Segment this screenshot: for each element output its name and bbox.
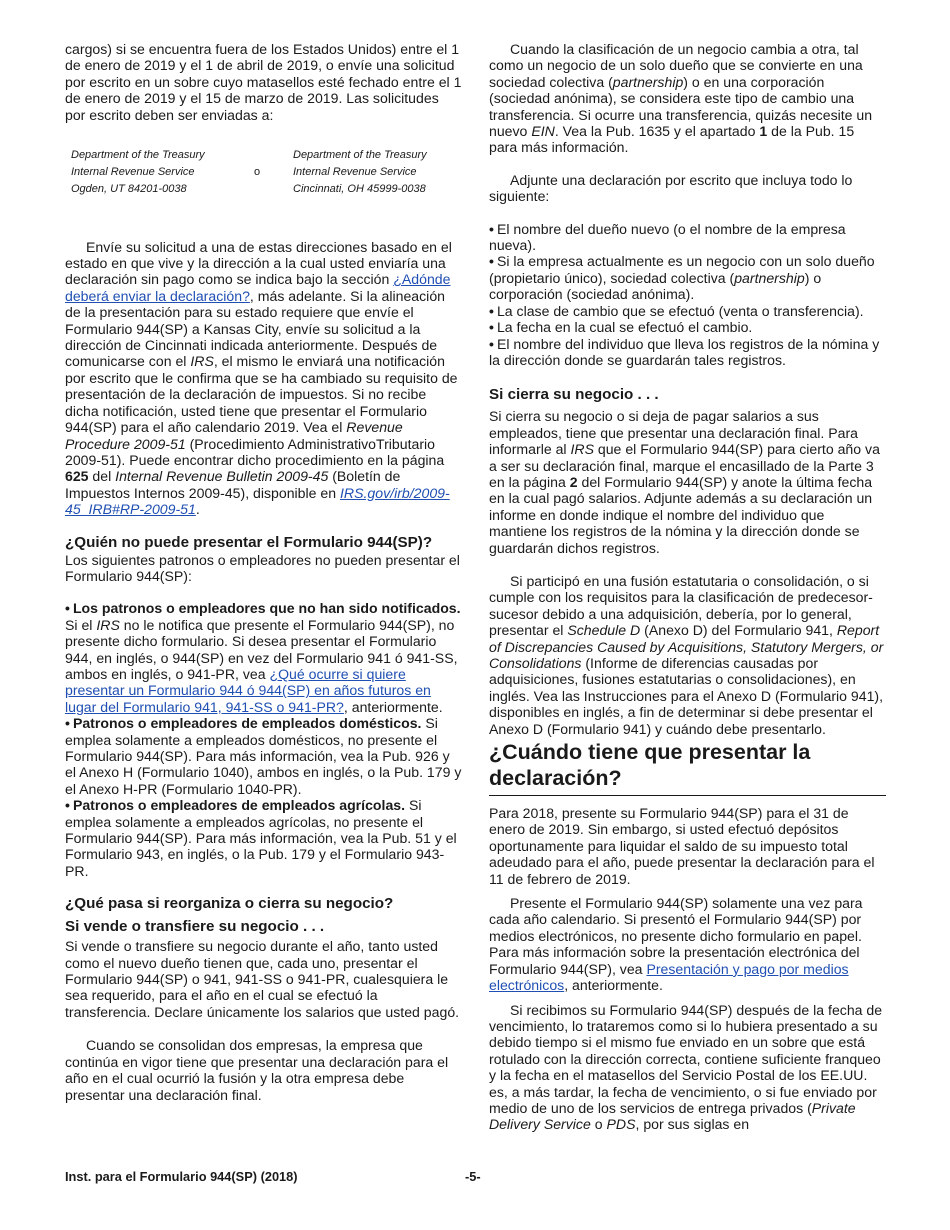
paragraph: Envíe su solicitud a una de estas direcciones basado en el estado en que vive y la dirección a la cual usted enviaría una declaración sin pago como se indica bajo la sección ¿Adónde deberá enviar la declaración?, más adelante. Si la alineación de la presentación para su estado requiere que envíe el Formulario 944(SP) a Kansas City, envíe su solicitud a la dirección de Cincinnati indicada anteriormente. Después de comunicarse con el IRS, el mismo le enviará una notificación por escrito que le confirma que se ha cambiado su requisito de presentación de la declaración de impuestos. Si no recibe dicha notificación, usted tiene que presentar el Formulario 944(SP) para el año calendario 2019. Vea el Revenue Procedure 2009-51 (Procedimiento AdministrativoTributario 2009-51). Puede encontrar dicho procedimiento en la página 625 del Internal Revenue Bulletin 2009-45 (Boletín de Impuestos Internos 2009-45), disponible en IRS.gov/irb/2009-45_IRB#RP-2009-51. bbox=[65, 238, 458, 518]
address-ogden: Department of the Treasury Internal Revenue Service Ogden, UT 84201-0038 bbox=[71, 149, 205, 196]
footer-form-title: Inst. para el Formulario 944(SP) (2018) bbox=[65, 1169, 298, 1184]
paragraph: Cuando la clasificación de un negocio cambia a otra, tal como un negocio de un solo dueño que se convierte en una sociedad colectiva (partnership) o en una corporación (sociedad anónima), se considera este tipo de cambio una transferencia. Si ocurre una transferencia, quizás necesite un nuevo EIN. Vea la Pub. 1635 y el apartado 1 de la Pub. 15 para más información. bbox=[489, 41, 873, 156]
address-cincinnati: Department of the Treasury Internal Revenue Service Cincinnati, OH 45999-0038 bbox=[293, 149, 427, 196]
paragraph: Si cierra su negocio o si deja de pagar salarios a sus empleados, tiene que presentar una declaración final. Para informarle al IRS que el Formulario 944(SP) para cierto año va a ser su declaración final, marque el encasillado de la Parte 3 en la página 2 del Formulario 944(SP) y anote la última fecha en la cual pagó salarios. Adjunte además a su declaración un informe en donde indique el nombre del individuo que mantiene los registros de la nómina y la dirección donde se guardarán dichos registros. bbox=[489, 408, 880, 556]
paragraph: Para 2018, presente su Formulario 944(SP) para el 31 de enero de 2019. Sin embargo, si usted efectuó depósitos oportunamente para liquidar el saldo de su impuesto total adeudado para el año, puede presentar la declaración para el 11 de febrero de 2019. bbox=[489, 805, 875, 887]
irs-addresses bbox=[71, 147, 443, 199]
bullet-item: • Patronos o empleadores de empleados domésticos. Si emplea solamente a empleados domésticos, no presente el Formulario 944(SP). Para más información, vea la Pub. 926 y el Anexo H (Formulario 1040), ambos en inglés, o la Pub. 179 y el Anexo H-PR (Formulario 1040-PR). bbox=[65, 715, 462, 797]
paragraph: Presente el Formulario 944(SP) solamente una vez para cada año calendario. Si presentó el Formulario 944(SP) por medios electrónicos, no presente dicho formulario en papel. Para más información sobre la presentación electrónica del Formulario 944(SP), vea Presentación y pago por medios electrónicos, anteriormente. bbox=[489, 895, 863, 994]
section-heading: ¿Qué pasa si reorganiza o cierra su negocio? bbox=[65, 895, 394, 913]
page-number: -5- bbox=[465, 1169, 481, 1184]
left-column bbox=[65, 41, 462, 1103]
bullet-icon: • bbox=[489, 319, 494, 336]
section-heading: ¿Quién no puede presentar el Formulario 944(SP)? bbox=[65, 533, 433, 551]
bullet-icon: • bbox=[489, 220, 494, 237]
subsection-heading: Si vende o transfiere su negocio . . . bbox=[65, 918, 325, 936]
paragraph: Si recibimos su Formulario 944(SP) después de la fecha de vencimiento, lo trataremos como si lo hubiera presentado a su debido tiempo si el mismo fue enviado en un sobre que está rotulado con la dirección correcta, contiene suficiente franqueo y la fecha en el matasellos del Servicio Postal de los EE.UU. es, a más tardar, la fecha de vencimiento, o si fue enviado por medio de uno de los servicios de entrega privados (Private Delivery Service o PDS, por sus siglas en bbox=[489, 1001, 883, 1133]
paragraph: Si participó en una fusión estatutaria o consolidación, o si cumple con los requisitos para la clasificación de predecesor-sucesor debido a una adquisición, debería, por lo general, presentar el Schedule D (Anexo D) del Formulario 941, Report of Discrepancies Caused by Acquisitions, Statutory Mergers, or Consolidations (Informe de diferencias causadas por adquisiciones, fusiones estatutarias o consolidaciones), en inglés. Vea las Instrucciones para el Anexo D (Formulario 941), disponibles en inglés, a fin de determinar si debe presentar el Anexo D (Formulario 941) y cuándo debe presentarlo. bbox=[489, 572, 884, 737]
paragraph: cargos) si se encuentra fuera de los Estados Unidos) entre el 1 de enero de 2019 y el 1 de abril de 2019, o envíe una solicitud por escrito en un sobre cuyo matasellos esté fechado entre el 1 de enero de 2019 y el 15 de marzo de 2019. Las solicitudes por escrito deben ser enviadas a: bbox=[65, 41, 462, 123]
bullet-item: • Patronos o empleadores de empleados agrícolas. Si emplea solamente a empleados agrícolas, no presente el Formulario 944(SP). Para más información, vea la Pub. 51 y el Formulario 943, en inglés, o la Pub. 179 y el Formulario 943-PR. bbox=[65, 797, 457, 879]
paragraph: Si vende o transfiere su negocio durante el año, tanto usted como el nuevo dueño tienen que, cada uno, presentar el Formulario 944(SP) o 941, 941-SS o 941-PR, cualesquiera le sea requerido, para el año en el cual se efectuó la transferencia. Declare únicamente los salarios que usted pagó. bbox=[65, 938, 460, 1020]
bullet-icon: • bbox=[489, 302, 494, 319]
subsection-heading: Si cierra su negocio . . . bbox=[489, 386, 659, 404]
bullet-item: • El nombre del dueño nuevo (o el nombre de la empresa nueva). bbox=[489, 220, 846, 254]
irb-link[interactable]: IRS.gov/irb/2009-45_IRB#RP-2009-51 bbox=[65, 484, 450, 518]
bullet-item: • La clase de cambio que se efectuó (venta o transferencia). bbox=[489, 302, 864, 319]
bullet-item: • El nombre del individuo que lleva los registros de la nómina y la dirección donde se guardarán tales registros. bbox=[489, 335, 880, 368]
paragraph: Cuando se consolidan dos empresas, la empresa que continúa en vigor tiene que presentar una declaración para el año en el cual ocurrió la fusión y la otra empresa debe presentar una declaración final. bbox=[65, 1037, 449, 1103]
electronic-filing-link[interactable]: Presentación y pago por medios electrónicos bbox=[489, 960, 849, 994]
bullet-icon: • bbox=[65, 715, 70, 732]
bullet-item: • La fecha en la cual se efectuó el cambio. bbox=[489, 319, 753, 336]
bullet-icon: • bbox=[489, 335, 494, 352]
bullet-item: • Si la empresa actualmente es un negocio con un solo dueño (propietario único), sociedad colectiva (partnership) o corporación (sociedad anónima). bbox=[489, 253, 875, 303]
paragraph: Los siguientes patronos o empleadores no pueden presentar el Formulario 944(SP): bbox=[65, 551, 460, 584]
bullet-item: • Los patronos o empleadores que no han sido notificados. Si el IRS no le notifica que presente el Formulario 944(SP), no presente dicho formulario. Si desea presentar el Formulario 944, en inglés, o 944(SP) en vez del Formulario 941 ó 941-SS, ambos en inglés, o 941-PR, vea ¿Qué ocurre si quiere presentar un Formulario 944 ó 944(SP) en años futuros en lugar del Formulario 941, 941-SS o 941-PR?, anteriormente. bbox=[65, 600, 461, 715]
where-to-file-link[interactable]: ¿Adónde deberá enviar la declaración? bbox=[65, 271, 451, 304]
right-column bbox=[489, 41, 886, 1133]
bullet-icon: • bbox=[65, 797, 70, 814]
section-heading: ¿Cuándo tiene que presentar la declaración? bbox=[489, 739, 886, 796]
paragraph: Adjunte una declaración por escrito que incluya todo lo siguiente: bbox=[489, 171, 853, 205]
bullet-icon: • bbox=[489, 253, 494, 270]
address-or: o bbox=[253, 166, 261, 179]
bullet-icon: • bbox=[65, 600, 70, 617]
future-years-link[interactable]: ¿Qué ocurre si quiere presentar un Formulario 944 ó 944(SP) en años futuros en lugar del Formulario 941, 941-SS o 941-PR? bbox=[65, 665, 431, 715]
